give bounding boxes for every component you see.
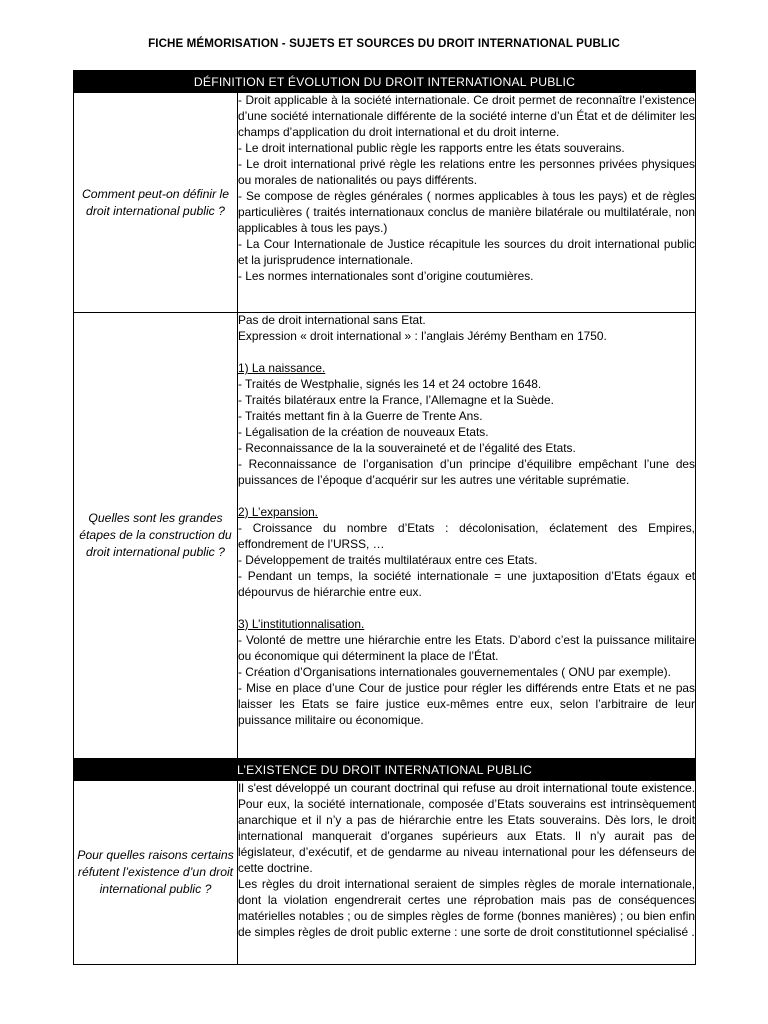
stage-line: - Croissance du nombre d’Etats : décolonisation, éclatement des Empires, effondrement de l’URSS, …	[238, 520, 695, 551]
answer-line: - La Cour Internationale de Justice récapitule les sources du droit international public et la jurisprudence internationale.	[238, 236, 695, 267]
stage-line: - Développement de traités multilatéraux entre ces Etats.	[238, 552, 538, 567]
section-heading: L’EXISTENCE DU DROIT INTERNATIONAL PUBLIC	[74, 759, 696, 781]
answer-cell	[238, 781, 696, 965]
stage-title: 3) L’institutionnalisation.	[238, 616, 365, 631]
stage-line: - Mise en place d’une Cour de justice pour régler les différends entre Etats et ne pas laisser les Etats se faire justice eux-mêmes entre eux, selon l’arbitraire de leur puissance militaire ou économique.	[238, 680, 695, 727]
stage-line: - Reconnaissance de la la souveraineté et de l’égalité des Etats.	[238, 440, 576, 455]
section-header-definition	[74, 71, 696, 93]
answer-line: - Droit applicable à la société internationale. Ce droit permet de reconnaître l’existence d’une société internationale différente de la société interne d’un État et de délimiter les champs d’application du droit international et du droit interne.	[238, 93, 695, 139]
intro-line: Pas de droit international sans Etat.	[238, 313, 426, 327]
spacer	[238, 345, 695, 361]
page-title: FICHE MÉMORISATION - SUJETS ET SOURCES DU DROIT INTERNATIONAL PUBLIC	[148, 37, 620, 50]
stage-line: - Traités mettant fin à la Guerre de Trente Ans.	[238, 408, 483, 423]
question-cell: Quelles sont les grandes étapes de la construction du droit international public ?	[74, 313, 238, 759]
stage-line: - Pendant un temps, la société internationale = une juxtaposition d’Etats égaux et dépourvus de hiérarchie entre eux.	[238, 568, 695, 599]
stage-title: 1) La naissance.	[238, 360, 326, 375]
answer-line: - Les normes internationales sont d’origine coutumières.	[238, 268, 534, 283]
stage-line: - Création d’Organisations internationales gouvernementales ( ONU par exemple).	[238, 664, 671, 679]
question-cell: Comment peut-on définir le droit international public ?	[74, 93, 238, 313]
stage-title: 2) L’expansion.	[238, 504, 318, 519]
answer-cell	[238, 93, 696, 313]
table-row	[74, 781, 696, 965]
answer-line: Il s'est développé un courant doctrinal qui refuse au droit international toute existence. Pour eux, la société internationale, composée d’Etats souverains est intrinsèquement anarchique et il n’y a pas de hiérarchie entre les Etats souverains. Dès lors, le droit international manquerait d’organes supérieurs aux Etats. Il n’y aurait pas de législateur, d’exécutif, et de gendarme au niveau international pour les défenseurs de cette doctrine.	[238, 781, 695, 875]
stage-line: - Traités de Westphalie, signés les 14 et 24 octobre 1648.	[238, 376, 542, 391]
section-heading: DÉFINITION ET ÉVOLUTION DU DROIT INTERNATIONAL PUBLIC	[74, 71, 696, 93]
table-row	[74, 313, 696, 759]
spacer	[238, 489, 695, 505]
stage-line: - Traités bilatéraux entre la France, l’Allemagne et la Suède.	[238, 392, 554, 407]
answer-line: - Le droit international privé règle les relations entre les personnes privées physiques ou morales de nationalités ou pays différents.	[238, 156, 695, 187]
table-row	[74, 93, 696, 313]
question-cell: Pour quelles raisons certains réfutent l’existence d’un droit international public ?	[74, 781, 238, 965]
answer-cell	[238, 313, 696, 759]
spacer	[238, 601, 695, 617]
stage-line: - Reconnaissance de l’organisation d’un principe d’équilibre empêchant l’une des puissances de l’époque d’acquérir sur les autres une véritable suprématie.	[238, 456, 695, 487]
answer-line: Les règles du droit international seraient de simples règles de morale internationale, dont la violation engendrerait certes une réprobation mais pas de conséquences matérielles notables ; ou de simples règles de forme (bonnes manières) ; ou bien enfin de simples règles de droit public externe : une sorte de droit constitutionnel spécialisé .	[238, 876, 695, 939]
answer-line: - Le droit international public règle les rapports entre les états souverains.	[238, 140, 625, 155]
stage-line: - Volonté de mettre une hiérarchie entre les Etats. D’abord c’est la puissance militaire ou économique qui déterminent la place de l’État.	[238, 632, 695, 663]
answer-line: - Se compose de règles générales ( normes applicables à tous les pays) et de règles particulières ( traités internationaux conclus de manière bilatérale ou multilatérale, non applicables à tous les pays.)	[238, 188, 695, 235]
section-header-existence	[74, 759, 696, 781]
stage-line: - Légalisation de la création de nouveaux Etats.	[238, 424, 489, 439]
intro-line: Expression « droit international » : l’anglais Jérémy Bentham en 1750.	[238, 328, 607, 343]
memo-table	[73, 70, 696, 965]
